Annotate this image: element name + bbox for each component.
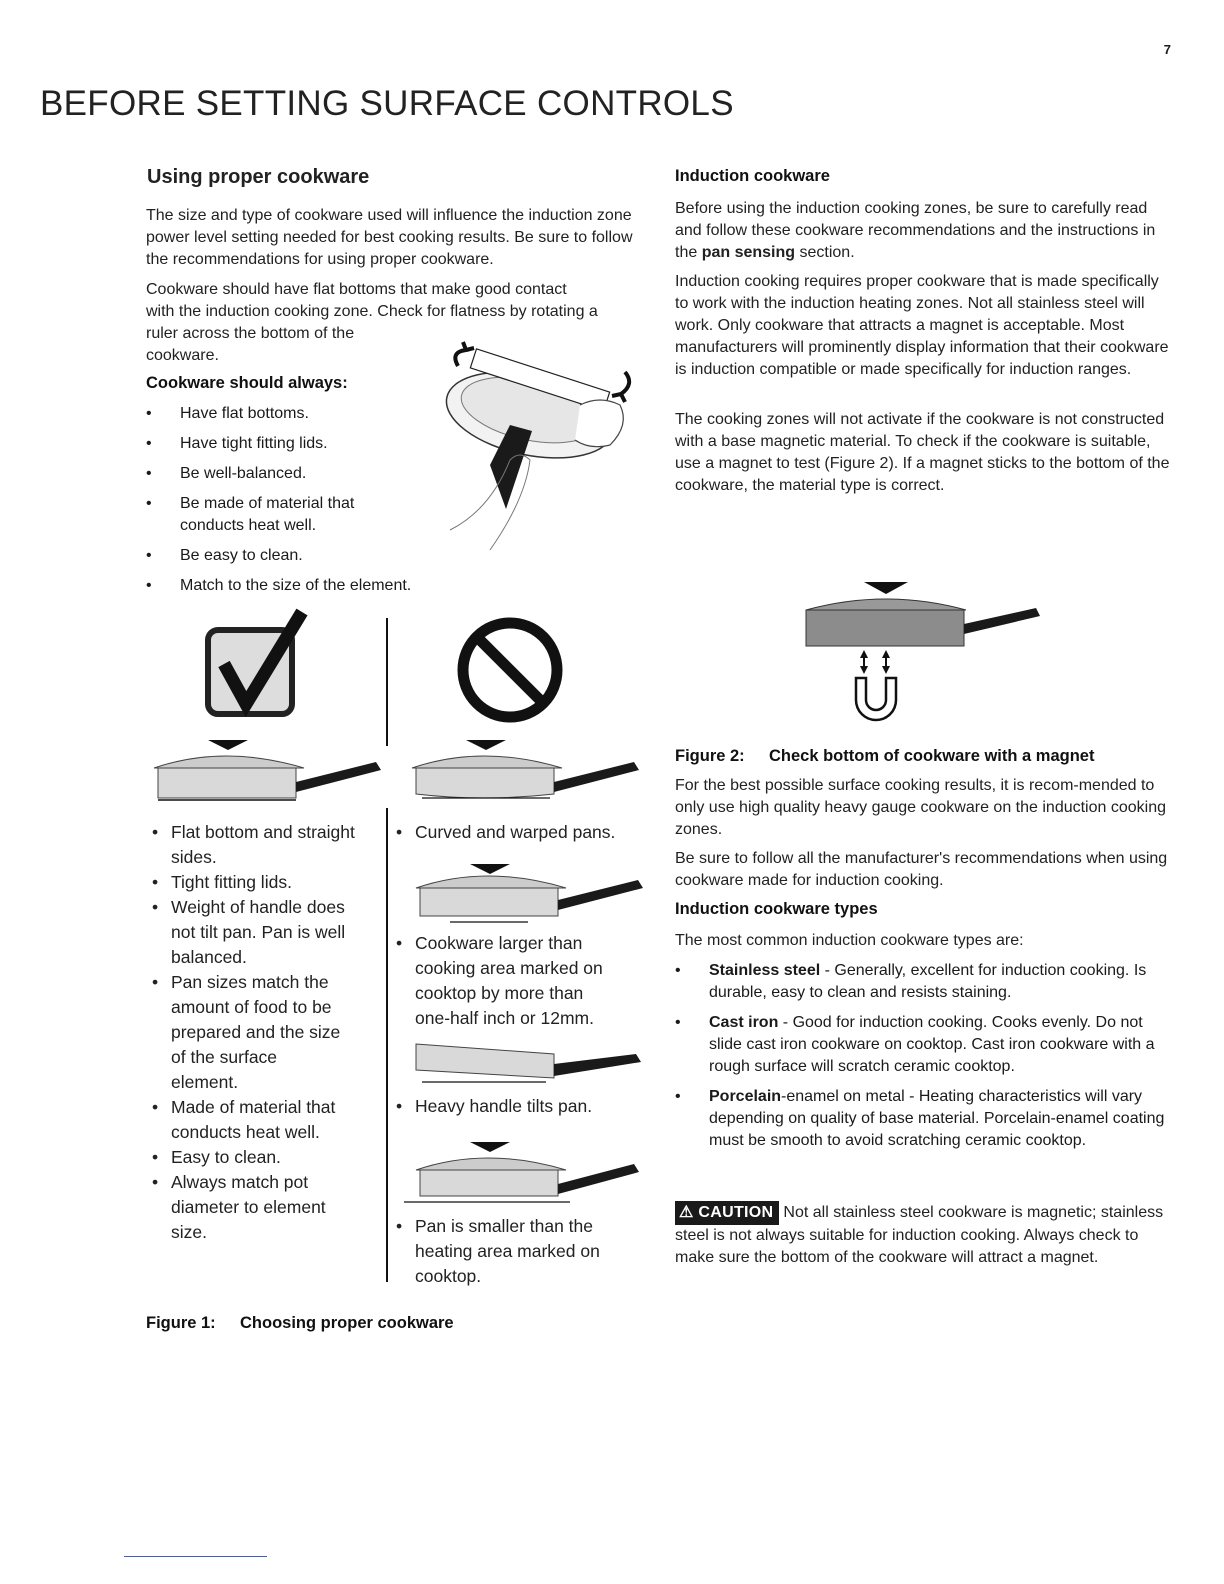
cookware-types-heading: Induction cookware types (675, 900, 878, 918)
magnet-test-paragraph: The cooking zones will not activate if the cookware is not constructed with a base magnetic material. To check if the cookware is suitable, use a magnet to test (Figure 2). If a magnet sticks to the bottom of the cookware, the material type is correct. (675, 411, 1170, 494)
list-item: • Have tight fitting lids. (146, 433, 446, 455)
figure2-caption-text: Check bottom of cookware with a magnet (769, 747, 1095, 765)
bad-cookware-list (390, 820, 640, 845)
pan-sensing-term: pan sensing (701, 244, 796, 261)
induction-cookware-heading: Induction cookware (675, 167, 830, 185)
list-item: • Cookware larger than cooking area marked on cooktop by more than one-half inch or 12mm. (390, 931, 615, 1031)
bad-cookware-list (390, 1214, 628, 1289)
attraction-arrow-icon (882, 650, 890, 674)
figure1-caption (146, 1314, 454, 1333)
list-item: • Easy to clean. (146, 1145, 384, 1170)
list-item (675, 1012, 1175, 1078)
rotate-arrow-icon (612, 372, 629, 402)
flatness-line-3: ruler across the bottom of the (146, 325, 355, 342)
list-item: • Have flat bottoms. (146, 403, 446, 425)
always-heading: Cookware should always: (146, 374, 348, 392)
list-item: • Made of material that conducts heat well. (146, 1095, 349, 1145)
pan-curved-icon (408, 738, 648, 802)
caution-badge (675, 1201, 779, 1225)
cookware-types-intro: The most common induction cookware types are: (675, 932, 1024, 949)
list-item (675, 960, 1175, 1004)
hand-icon (575, 400, 623, 447)
induction-intro-end: section. (795, 244, 855, 261)
pan-large-icon (412, 862, 652, 926)
bad-cookware-list (390, 1094, 640, 1119)
type-description: -enamel on metal - Heating characteristics will vary depending on quality of base material. Porcelain-enamel coating must be smooth to avoid scratching ceramic cooktop. (709, 1088, 1165, 1149)
bad-cookware-list (390, 931, 615, 1031)
pan-small-icon (404, 1140, 644, 1206)
good-cookware-list (146, 820, 384, 1245)
magnet-test-illustration (800, 580, 1060, 730)
caution-text: Not all stainless steel cookware is magnetic; stainless steel is not always suitable for induction cooking. Always check to make sure the bottom of the cookware will attract a magnet. (675, 1204, 1164, 1266)
pan-icon (806, 610, 964, 646)
type-name: Stainless steel (709, 962, 821, 979)
induction-intro-text: Before using the induction cooking zones, be sure to carefully read and follow these cookware recommendations and the instructions in the (675, 200, 1156, 261)
quality-paragraph: For the best possible surface cooking results, it is recom-mended to only use high quality heavy gauge cookware on the induction cooking zones. (675, 777, 1166, 838)
rotate-arrow-icon (455, 342, 474, 366)
list-item: • Weight of handle does not tilt pan. Pan is well balanced. (146, 895, 349, 970)
figure1-caption-number: Figure 1: (146, 1314, 216, 1332)
type-description: - Generally, excellent for induction cooking. Is durable, easy to clean and resists staining. (709, 962, 1147, 1001)
list-item: • Pan sizes match the amount of food to be prepared and the size of the surface element. (146, 970, 349, 1095)
pan-heavy-handle-icon (412, 1040, 652, 1090)
figure2-caption (675, 747, 1094, 766)
list-item: • Flat bottom and straight sides. (146, 820, 384, 870)
attraction-arrow-icon (860, 650, 868, 674)
type-name: Porcelain (709, 1088, 782, 1105)
induction-requirements-paragraph: Induction cooking requires proper cookware that is made specifically to work with the induction heating zones. Not all stainless steel will work. Only cookware that attracts a magnet is acceptable. Most manufacturers will prominently display information that their cookware is induction compatible or made specifically for induction ranges. (675, 273, 1169, 378)
flatness-line-2: with the induction cooking zone. Check for flatness by rotating a (146, 303, 598, 320)
list-item: • Heavy handle tilts pan. (390, 1094, 640, 1119)
page-number: 7 (1163, 42, 1171, 57)
list-item: • Be made of material that conducts heat well. (146, 493, 390, 537)
list-item: • Curved and warped pans. (390, 820, 640, 845)
check-mark-icon (200, 612, 310, 722)
pan-good-icon (150, 738, 390, 806)
prohibited-icon (455, 614, 565, 726)
always-list (146, 403, 446, 605)
list-item: • Be well-balanced. (146, 463, 446, 485)
figure1-caption-text: Choosing proper cookware (240, 1314, 454, 1332)
cookware-types-list (675, 960, 1175, 1160)
caution-note (675, 1201, 1175, 1269)
induction-intro-paragraph (675, 198, 1175, 264)
flatness-check-illustration (420, 330, 650, 560)
section-title: BEFORE SETTING SURFACE CONTROLS (40, 84, 734, 123)
column-divider (386, 618, 388, 746)
figure2-caption-number: Figure 2: (675, 747, 745, 765)
manufacturer-paragraph: Be sure to follow all the manufacturer's recommendations when using cookware made for induction cooking. (675, 850, 1168, 889)
flatness-line-1: Cookware should have flat bottoms that make good contact (146, 281, 567, 298)
list-item (675, 1086, 1175, 1152)
caution-label: CAUTION (698, 1204, 774, 1221)
warning-icon: ⚠ (679, 1204, 694, 1221)
type-name: Cast iron (709, 1014, 779, 1031)
list-item: • Always match pot diameter to element size. (146, 1170, 331, 1245)
magnet-icon (856, 678, 896, 720)
list-item: • Pan is smaller than the heating area marked on cooktop. (390, 1214, 628, 1289)
list-item: • Tight fitting lids. (146, 870, 384, 895)
list-item: • Match to the size of the element. (146, 575, 510, 597)
using-cookware-heading: Using proper cookware (147, 166, 370, 188)
column-divider (386, 808, 388, 1282)
list-item: • Be easy to clean. (146, 545, 446, 567)
footer-line (124, 1556, 267, 1557)
type-description: - Good for induction cooking. Cooks evenly. Do not slide cast iron cookware on cooktop. Cast iron cookware with a rough surface will scratch ceramic cooktop. (709, 1014, 1155, 1075)
flatness-line-4: cookware. (146, 347, 219, 364)
intro-paragraph: The size and type of cookware used will influence the induction zone power level setting needed for best cooking results. Be sure to follow the recommendations for using proper cookware. (146, 207, 633, 268)
